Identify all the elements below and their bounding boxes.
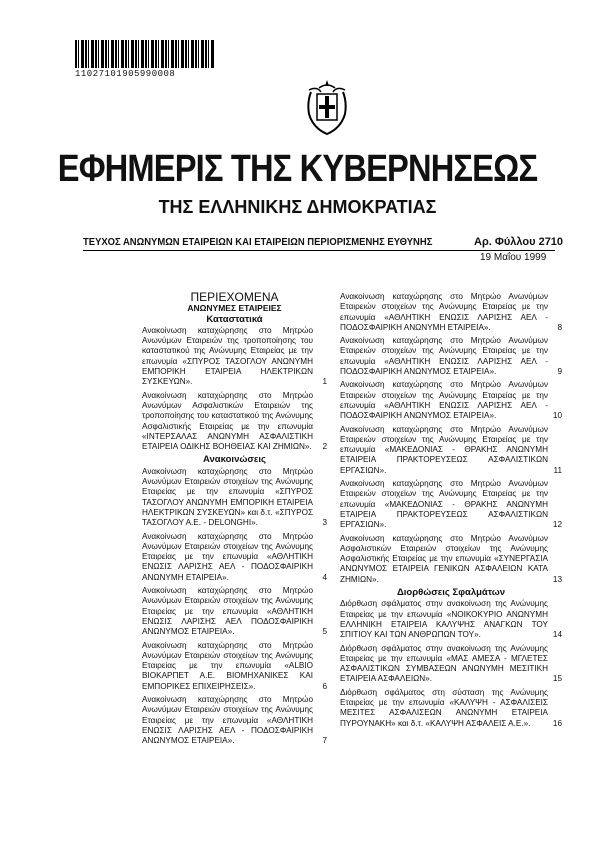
- entry-page-number: 11: [553, 465, 562, 475]
- contents-entry[interactable]: [142, 586, 327, 637]
- contents-heading: ΠΕΡΙΕΧΟΜΕΝΑ: [190, 290, 279, 304]
- entry-page-number: 14: [552, 630, 562, 640]
- contents-left-column: [142, 292, 327, 749]
- entry-text: Ανακοίνωση καταχώρησης στο Μητρώο Ανωνύμων Εταιρειών στοιχείων της Ανώνυμης Εταιρείας με την επωνυμία «ALBIO ΒΙΟΚΑΡΠΕΤ Α.Ε. ΒΙΟΜΗΧΑΝΙΚΕΣ ΚΑΙ ΕΜΠΟΡΙΚΕΣ ΕΠΙΧΕΙΡΗΣΕΙΣ».: [142, 640, 313, 691]
- contents-entry[interactable]: [340, 479, 562, 530]
- entry-page-number: 8: [557, 322, 562, 332]
- entry-text: Ανακοίνωση καταχώρησης στο Μητρώο Ανωνύμων Εταιρειών στοιχείων της Ανώνυμης Εταιρείας με την επωνυμία «ΑΘΛΗΤΙΚΗ ΕΝΩΣΙΣ ΛΑΡΙΣΗΣ ΑΕΛ - ΠΟΔΟΣΦΑΙΡΙΚΗ ΑΝΩΝΥΜΟΣ ΕΤΑΙΡΕΙΑ».: [340, 336, 548, 377]
- entry-text: Ανακοίνωση καταχώρησης στο Μητρώο Ανωνύμων Εταιρειών στοιχείων της Ανώνυμης Εταιρείας με την επωνυμία «ΑΘΛΗΤΙΚΗ ΕΝΩΣΙΣ ΛΑΡΙΣΗΣ ΑΕΛ - ΠΟΔΟΣΦΑΙΡΙΚΗ ΑΝΩΝΥΜΟΣ ΕΤΑΙΡΕΙΑ».: [142, 694, 313, 746]
- entry-page-number: 10: [552, 411, 562, 421]
- contents-entry[interactable]: [340, 599, 562, 640]
- entry-text: Ανακοίνωση καταχώρησης στο Μητρώο Ανωνύμων Εταιρειών στοιχείων της Ανώνυμης Εταιρείας με την επωνυμία «ΜΑΚΕΔΟΝΙΑΣ - ΘΡΑΚΗΣ ΑΝΩΝΥΜΗ ΕΤΑΙΡΕΙΑ ΠΡΑΚΤΟΡΕΥΣΕΩΣ ΑΣΦΑΛΙΣΤΙΚΩΝ ΕΡΓΑΣΙΩΝ».: [340, 424, 548, 475]
- entry-page-number: 12: [552, 520, 562, 530]
- contents-right-column: [340, 292, 562, 732]
- left-entry-list: [142, 315, 327, 747]
- contents-entry[interactable]: [340, 688, 562, 729]
- contents-entry[interactable]: [142, 391, 327, 453]
- contents-entry[interactable]: [340, 644, 562, 685]
- section-heading: Καταστατικά: [206, 313, 263, 325]
- entry-text: Ανακοίνωση καταχώρησης στο Μητρώο Ανωνύμων Εταιρειών στοιχείων της Ανώνυμης Εταιρείας με την επωνυμία «ΑΘΛΗΤΙΚΗ ΕΝΩΣΙΣ ΛΑΡΙΣΗΣ ΑΕΛ - ΠΟΔΟΣΦΑΙΡΙΚΗ ΑΝΩΝΥΜΟΣ ΕΤΑΙΡΕΙΑ».: [340, 380, 548, 421]
- entry-text: Ανακοίνωση καταχώρησης στο Μητρώο Ανωνύμων Εταιρειών στοιχείων της Ανώνυμης Εταιρείας με την επωνυμία «ΣΠΥΡΟΣ ΤΑΣΟΓΛΟΥ ΑΝΩΝΥΜΗ ΕΜΠΟΡΙΚΗ ΕΤΑΙΡΕΙΑ ΗΛΕΚΤΡΙΚΩΝ ΣΥΣΚΕΥΩΝ» και δ.τ. «ΣΠΥΡΟΣ ΤΑΣΟΓΛΟΥ Α.Ε. - DELONGHI».: [142, 466, 313, 528]
- right-entry-list: [340, 292, 562, 729]
- section-heading: Ανακοινώσεις: [203, 454, 266, 466]
- entry-text: Ανακοίνωση καταχώρησης στο Μητρώο Ανωνύμων Ασφαλιστικών Εταιρειών στοιχείων της Ανώνυμης Ασφαλιστικής Εταιρείας με την επωνυμία «ΣΥΝΕΡΓΑΣΙΑ ΑΝΩΝΥΜΟΣ ΕΤΑΙΡΕΙΑ ΓΕΝΙΚΩΝ ΑΣΦΑΛΕΙΩΝ ΚΑΤΑ ΖΗΜΙΩΝ».: [340, 533, 548, 584]
- contents-entry[interactable]: [142, 467, 327, 529]
- entry-text: Διόρθωση σφάλματος στην ανακοίνωση της Ανώνυμης Εταιρείας με την επωνυμία «ΜΑΣ ΑΜΕΣΑ - ΜΓΛΕΤΕΣ ΑΣΦΑΛΙΣΤΙΚΩΝ ΣΥΜΒΑΣΕΩΝ ΑΝΩΝΥΜΗ ΜΕΣΙΤΙΚΗ ΕΤΑΙΡΕΙΑ ΑΣΦΑΛΕΙΩΝ».: [340, 643, 548, 684]
- entry-page-number: 7: [322, 736, 327, 746]
- entry-page-number: 4: [322, 572, 327, 582]
- gazette-title: ΕΦΗΜΕΡΙΣ ΤΗΣ ΚΥΒΕΡΝΗΣΕΩΣ: [57, 148, 538, 190]
- entry-page-number: 2: [322, 442, 327, 452]
- contents-entry[interactable]: [142, 695, 327, 746]
- gazette-subtitle: ΤΗΣ ΕΛΛΗΝΙΚΗΣ ΔΗΜΟΚΡΑΤΙΑΣ: [158, 197, 437, 217]
- header-rule: [83, 250, 555, 251]
- contents-entry[interactable]: [340, 425, 562, 476]
- entry-text: Διόρθωση σφάλματος στη σύσταση της Ανώνυμης Εταιρείας με την επωνυμία «ΚΑΛΥΨΗ - ΑΣΦΑΛΙΣΕΙΣ ΜΕΣΙΤΕΣ ΑΣΦΑΛΙΣΕΩΝ ΑΝΩΝΥΜΗ ΕΤΑΙΡΕΙΑ ΠΥΡΟΥΝΑΚΗ» και δ.τ. «ΚΑΛΥΨΗ ΑΣΦΑΛΕΙΣ Α.Ε.».: [340, 687, 548, 728]
- entry-page-number: 6: [322, 681, 327, 691]
- entry-page-number: 3: [322, 518, 327, 528]
- entry-text: Ανακοίνωση καταχώρησης στο Μητρώο Ανωνύμων Ασφαλιστικών Εταιρειών της τροποποίησης του καταστατικού της Ανώνυμης Ασφαλιστικής Εταιρείας με την επωνυμία «ΙΝΤΕΡΣΑΛΑΣ ΑΝΩΝΥΜΗ ΑΣΦΑΛΙΣΤΙΚΗ ΕΤΑΙΡΕΙΑ ΟΔΙΚΗΣ ΒΟΗΘΕΙΑΣ ΚΑΙ ΖΗΜΙΩΝ».: [142, 390, 313, 452]
- sheet-number: Αρ. Φύλλου 2710: [474, 236, 564, 248]
- entry-page-number: 1: [322, 377, 327, 387]
- barcode: [75, 40, 215, 68]
- entry-page-number: 16: [552, 718, 562, 728]
- section-heading: Διορθώσεις Σφαλμάτων: [396, 587, 506, 599]
- entry-text: Ανακοίνωση καταχώρησης στο Μητρώο Ανωνύμων Εταιρειών στοιχείων της Ανώνυμης Εταιρείας με την επωνυμία «ΑΘΛΗΤΙΚΗ ΕΝΩΣΙΣ ΛΑΡΙΣΗΣ ΑΕΛ ΠΟΔΟΣΦΑΙΡΙΚΗ ΑΝΩΝΥΜΟΣ ΕΤΑΙΡΕΙΑ».: [142, 586, 313, 637]
- entry-text: Ανακοίνωση καταχώρησης στο Μητρώο Ανωνύμων Εταιρειών στοιχείων της Ανώνυμης Εταιρείας με την επωνυμία «ΜΑΚΕΔΟΝΙΑΣ - ΘΡΑΚΗΣ ΑΝΩΝΥΜΗ ΕΤΑΙΡΕΙΑ ΠΡΑΚΤΟΡΕΥΣΕΩΣ ΑΣΦΑΛΙΣΤΙΚΩΝ ΕΡΓΑΣΙΩΝ».: [340, 479, 548, 530]
- entry-text: Ανακοίνωση καταχώρησης στο Μητρώο Ανωνύμων Εταιρειών στοιχείων της Ανώνυμης Εταιρείας με την επωνυμία «ΑΘΛΗΤΙΚΗ ΕΝΩΣΙΣ ΛΑΡΙΣΗΣ ΑΕΛ - ΠΟΔΟΣΦΑΙΡΙΚΗ ΑΝΩΝΥΜΗ ΕΤΑΙΡΕΙΑ».: [340, 292, 548, 332]
- contents-entry[interactable]: [340, 534, 562, 585]
- contents-entry[interactable]: [142, 326, 327, 388]
- contents-entry[interactable]: [142, 532, 327, 583]
- entry-text: Διόρθωση σφάλματος στην ανακοίνωση της Ανώνυμης Εταιρείας με την επωνυμία «ΝΟΙΚΟΚΥΡΙΟ ΑΝΩΝΥΜΗ ΕΛΛΗΝΙΚΗ ΕΤΑΙΡΕΙΑ ΚΑΛΥΨΗΣ ΑΝΑΓΚΩΝ ΤΟΥ ΣΠΙΤΙΟΥ ΚΑΙ ΤΩΝ ΑΝΘΡΩΠΩΝ ΤΟΥ».: [340, 599, 548, 640]
- contents-entry[interactable]: [340, 336, 562, 377]
- entry-page-number: 15: [552, 674, 562, 684]
- contents-entry[interactable]: [142, 641, 327, 692]
- barcode-number: 11027101905990008: [75, 69, 176, 79]
- issue-line: ΤΕΥΧΟΣ ΑΝΩΝΥΜΩΝ ΕΤΑΙΡΕΙΩΝ ΚΑΙ ΕΤΑΙΡΕΙΩΝ ΠΕΡΙΟΡΙΣΜΕΝΗΣ ΕΥΘΥΝΗΣ: [83, 236, 433, 248]
- issue-date: 19 Μαΐου 1999: [480, 252, 547, 263]
- entry-page-number: 13: [552, 574, 562, 584]
- entry-page-number: 9: [557, 367, 562, 377]
- contents-entry[interactable]: [340, 380, 562, 421]
- contents-entry[interactable]: [340, 292, 562, 333]
- entry-text: Ανακοίνωση καταχώρησης στο Μητρώο Ανωνύμων Εταιρειών της τροποποίησης του καταστατικού της Ανώνυμης Εταιρείας με την επωνυμία «ΣΠΥΡΟΣ ΤΑΣΟΓΛΟΥ ΑΝΩΝΥΜΗ ΕΜΠΟΡΙΚΗ ΕΤΑΙΡΕΙΑ ΗΛΕΚΤΡΙΚΩΝ ΣΥΣΚΕΥΩΝ».: [142, 325, 313, 387]
- entry-page-number: 5: [322, 627, 327, 637]
- greek-coat-of-arms-icon: [303, 78, 351, 136]
- entry-text: Ανακοίνωση καταχώρησης στο Μητρώο Ανωνύμων Εταιρειών στοιχείων της Ανώνυμης Εταιρείας με την επωνυμία «ΑΘΛΗΤΙΚΗ ΕΝΩΣΙΣ ΛΑΡΙΣΗΣ ΑΕΛ - ΠΟΔΟΣΦΑΙΡΙΚΗ ΑΝΩΝΥΜΗ ΕΤΑΙΡΕΙΑ».: [142, 531, 313, 582]
- contents-sub-heading: ΑΝΩΝΥΜΕΣ ΕΤΑΙΡΕΙΕΣ: [187, 303, 282, 314]
